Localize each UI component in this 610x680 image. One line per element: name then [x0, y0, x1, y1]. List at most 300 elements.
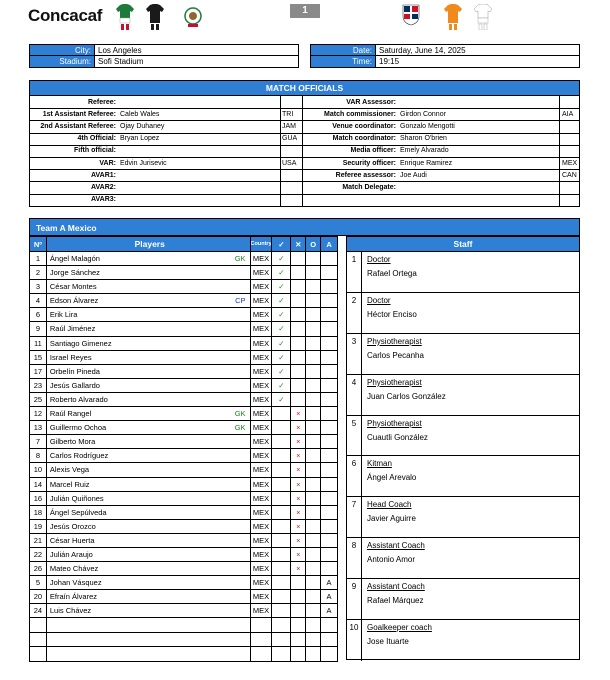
- player-number-text: 4: [35, 296, 41, 306]
- player-absent-mark: [321, 576, 337, 589]
- player-o-mark: [306, 534, 321, 547]
- player-name-text: Luis Chávez: [49, 606, 92, 616]
- player-row: [30, 379, 337, 393]
- header-players: Players: [47, 237, 251, 251]
- player-starter-check-text: ✓: [278, 324, 285, 334]
- staff-row: [347, 293, 579, 334]
- player-number: [30, 351, 47, 364]
- staff-table: [346, 236, 580, 660]
- official-label: Media officer:: [350, 147, 396, 155]
- header-x: ✕: [291, 237, 306, 251]
- official-name: [120, 145, 275, 156]
- player-row: [30, 280, 337, 294]
- official-country: [562, 97, 582, 108]
- official-label: AVAR1:: [90, 171, 116, 179]
- player-substitute-mark: [291, 520, 306, 533]
- player-number-text: 18: [33, 507, 43, 517]
- player-name-text: Alexis Vega: [49, 465, 90, 475]
- official-country: [562, 194, 582, 205]
- player-substitute-mark: [291, 478, 306, 491]
- player-absent-mark: [321, 534, 337, 547]
- player-number: [30, 534, 47, 547]
- player-number: [30, 492, 47, 505]
- player-name: [47, 294, 251, 307]
- player-country: [251, 294, 273, 307]
- player-name: [47, 449, 251, 462]
- stadium-value: Sofi Stadium: [98, 57, 144, 66]
- staff-name: Héctor Enciso: [367, 309, 417, 319]
- official-name: Edvin Jurisevic: [120, 159, 167, 167]
- player-name: [47, 463, 251, 476]
- player-number-text: 10: [33, 465, 43, 475]
- player-starter-check: [272, 534, 291, 547]
- player-number: [30, 463, 47, 476]
- player-absent-mark: [321, 520, 337, 533]
- player-row: [30, 590, 337, 604]
- player-number: [30, 365, 47, 378]
- schedule-info: [310, 44, 580, 68]
- player-number-text: 3: [35, 282, 41, 292]
- player-name: [47, 520, 251, 533]
- player-number: [30, 478, 47, 491]
- player-absent-mark: [321, 647, 337, 661]
- player-number: [30, 308, 47, 321]
- player-number-text: 26: [33, 564, 43, 574]
- player-number: [30, 604, 47, 617]
- player-absent-mark: [321, 506, 337, 519]
- staff-role: Kitman: [367, 459, 392, 469]
- staff-row: [347, 456, 579, 497]
- match-number: 1: [290, 4, 320, 18]
- player-position-badge: GK: [234, 423, 246, 433]
- player-starter-check: [272, 351, 291, 364]
- player-starter-check-text: ✓: [278, 338, 285, 348]
- player-row: [30, 562, 337, 576]
- player-substitute-mark: [291, 280, 306, 293]
- player-country-text: MEX: [252, 366, 270, 376]
- player-o-mark: [306, 492, 321, 505]
- header-a: A: [326, 240, 332, 249]
- player-absent-mark: [321, 252, 337, 265]
- player-row: [30, 548, 337, 562]
- player-country-text: MEX: [252, 254, 270, 263]
- player-row: [30, 604, 337, 618]
- player-country-text: MEX: [252, 479, 270, 489]
- official-name: Gonzalo Mengotti: [400, 122, 455, 130]
- player-substitute-mark: [291, 562, 306, 575]
- players-table: [29, 236, 338, 662]
- staff-row: [347, 252, 579, 293]
- player-substitute-mark: [291, 365, 306, 378]
- player-name-text: Santiago Gimenez: [49, 338, 112, 348]
- player-starter-check-text: ✓: [278, 310, 285, 320]
- player-number-text: 7: [35, 437, 41, 447]
- player-starter-check: [272, 492, 291, 505]
- staff-name: Javier Aguirre: [367, 514, 416, 524]
- official-country: [282, 97, 302, 108]
- official-label: Match commissioner:: [324, 110, 396, 118]
- player-row: [30, 520, 337, 534]
- player-starter-check: [272, 562, 291, 575]
- player-country: [251, 618, 273, 631]
- staff-name: Juan Carlos González: [367, 391, 446, 401]
- player-number-text: 24: [33, 606, 43, 616]
- player-number: [30, 421, 47, 434]
- player-name: [47, 351, 251, 364]
- player-o-mark: [306, 647, 321, 661]
- officials-grid: [30, 96, 579, 206]
- official-country: [282, 182, 302, 193]
- player-number-text: 16: [33, 493, 43, 503]
- player-absent-mark: [321, 590, 337, 603]
- player-number: [30, 647, 47, 661]
- player-substitute-mark-text: ×: [296, 551, 301, 559]
- players-header-row: [30, 237, 337, 252]
- player-o-mark: [306, 365, 321, 378]
- player-starter-check: [272, 266, 291, 279]
- player-number: [30, 252, 47, 265]
- player-substitute-mark-text: ×: [296, 453, 301, 461]
- player-name-text: Raúl Rangel: [49, 409, 92, 419]
- header-number: Nº: [30, 237, 47, 251]
- player-substitute-mark: [291, 266, 306, 279]
- player-absent-mark: [321, 421, 337, 434]
- player-position-badge: GK: [234, 254, 246, 263]
- player-absent-mark: [321, 337, 337, 350]
- staff-name: Ángel Arevalo: [367, 473, 417, 483]
- player-substitute-mark: [291, 379, 306, 392]
- team-b-home-kit-icon: [444, 4, 462, 30]
- player-number: [30, 280, 47, 293]
- official-name: [400, 182, 555, 193]
- player-number: [30, 266, 47, 279]
- dominican-republic-crest-icon: [402, 4, 420, 26]
- player-number-text: 5: [35, 578, 41, 588]
- player-country: [251, 548, 273, 561]
- player-absent-mark: [321, 294, 337, 307]
- player-row: [30, 506, 337, 520]
- concacaf-logo: Concacaf: [28, 6, 103, 25]
- official-label: Match coordinator:: [332, 135, 396, 143]
- player-o-mark: [306, 322, 321, 335]
- official-name: Joe Audi: [400, 171, 427, 179]
- player-substitute-mark: [291, 421, 306, 434]
- player-absent-mark: [321, 492, 337, 505]
- player-number-text: 13: [33, 423, 43, 433]
- player-number-text: 14: [33, 479, 43, 489]
- player-substitute-mark-text: ×: [296, 439, 301, 447]
- player-number-text: 8: [35, 451, 41, 461]
- staff-number: 6: [347, 456, 362, 496]
- official-label: AVAR3:: [90, 196, 116, 204]
- player-absent-mark: [321, 351, 337, 364]
- official-name: [400, 194, 555, 205]
- staff-name: Carlos Pecanha: [367, 350, 424, 360]
- player-o-mark: [306, 379, 321, 392]
- player-country-text: MEX: [252, 268, 270, 278]
- official-label: 1st Assistant Referee:: [42, 110, 116, 118]
- player-absent-mark: [321, 365, 337, 378]
- player-o-mark: [306, 520, 321, 533]
- player-o-mark: [306, 506, 321, 519]
- player-o-mark: [306, 252, 321, 265]
- player-substitute-mark: [291, 590, 306, 603]
- official-country: [282, 145, 302, 156]
- player-name: [47, 506, 251, 519]
- player-name-text: Guillermo Ochoa: [49, 423, 107, 433]
- player-country-text: MEX: [252, 296, 270, 306]
- player-row: [30, 421, 337, 435]
- player-substitute-mark: [291, 604, 306, 617]
- official-country: MEX: [562, 159, 578, 167]
- player-substitute-mark: [291, 435, 306, 448]
- player-position-badge: CP: [235, 296, 246, 306]
- player-number: [30, 449, 47, 462]
- venue-info: [29, 44, 299, 68]
- staff-name: Jose Ituarte: [367, 637, 409, 647]
- player-starter-check: [272, 252, 291, 265]
- player-absent-mark: [321, 435, 337, 448]
- player-substitute-mark: [291, 633, 306, 646]
- player-country-text: MEX: [252, 310, 270, 320]
- player-number: [30, 590, 47, 603]
- official-country: [282, 194, 302, 205]
- staff-row: [347, 579, 579, 620]
- official-label: Venue coordinator:: [332, 122, 396, 130]
- player-country: [251, 633, 273, 646]
- player-name-text: Marcel Ruiz: [49, 479, 90, 489]
- player-country-text: MEX: [252, 521, 270, 531]
- player-row: [30, 266, 337, 280]
- staff-number: 8: [347, 538, 362, 578]
- player-country-text: MEX: [252, 394, 270, 404]
- player-number-text: 19: [33, 521, 43, 531]
- staff-number: 1: [347, 252, 362, 292]
- player-country-text: MEX: [252, 592, 270, 602]
- player-starter-check-text: ✓: [278, 282, 285, 292]
- staff-name: Rafael Ortega: [367, 269, 417, 278]
- player-substitute-mark: [291, 252, 306, 265]
- player-number-text: 2: [35, 268, 41, 278]
- player-country-text: MEX: [252, 507, 270, 517]
- player-country-text: MEX: [252, 451, 270, 461]
- player-country: [251, 576, 273, 589]
- player-country-text: MEX: [252, 535, 270, 545]
- player-country: [251, 604, 273, 617]
- player-country: [251, 407, 273, 420]
- player-starter-check: [272, 379, 291, 392]
- player-substitute-mark-text: ×: [296, 537, 301, 545]
- player-starter-check: [272, 393, 291, 406]
- player-substitute-mark-text: ×: [296, 411, 301, 419]
- player-number: [30, 435, 47, 448]
- player-substitute-mark-text: ×: [296, 481, 301, 489]
- player-row: [30, 365, 337, 379]
- player-starter-check: [272, 308, 291, 321]
- player-absent-mark: [321, 280, 337, 293]
- city-label: City:: [30, 45, 95, 55]
- official-label: VAR Assessor:: [346, 98, 396, 106]
- player-o-mark: [306, 266, 321, 279]
- staff-role: Doctor: [367, 295, 391, 305]
- official-country: CAN: [562, 171, 577, 179]
- date-label: Date:: [311, 45, 376, 55]
- official-name: Enrique Ramirez: [400, 159, 453, 167]
- player-country: [251, 421, 273, 434]
- player-row: [30, 351, 337, 365]
- player-country: [251, 463, 273, 476]
- official-name: [120, 182, 275, 193]
- player-country: [251, 337, 273, 350]
- player-row: [30, 463, 337, 477]
- player-substitute-mark: [291, 618, 306, 631]
- player-absent-mark: [321, 633, 337, 646]
- staff-number: 4: [347, 375, 362, 415]
- official-country: [562, 182, 582, 193]
- player-name-text: Roberto Alvarado: [49, 394, 108, 404]
- player-absent-mark: [321, 449, 337, 462]
- player-starter-check-text: ✓: [278, 380, 285, 390]
- player-number: [30, 548, 47, 561]
- player-country-text: MEX: [252, 465, 270, 475]
- date-value: Saturday, June 14, 2025: [379, 46, 466, 55]
- player-o-mark: [306, 435, 321, 448]
- player-number-text: 21: [33, 535, 43, 545]
- player-number-text: 15: [33, 352, 43, 362]
- player-substitute-mark: [291, 393, 306, 406]
- player-name-text: Efraín Álvarez: [49, 592, 97, 602]
- player-substitute-mark: [291, 337, 306, 350]
- player-substitute-mark: [291, 449, 306, 462]
- player-o-mark: [306, 633, 321, 646]
- official-country: USA: [282, 159, 297, 167]
- player-number-text: 1: [35, 254, 41, 263]
- player-absent-mark: [321, 322, 337, 335]
- staff-row: [347, 416, 579, 457]
- player-name: [47, 478, 251, 491]
- player-number-text: 12: [33, 409, 43, 419]
- player-row: [30, 294, 337, 308]
- player-absent-mark: [321, 407, 337, 420]
- official-country: AIA: [562, 110, 574, 118]
- official-country: [562, 145, 582, 156]
- staff-role: Physiotherapist: [367, 418, 422, 428]
- official-label: Security officer:: [342, 159, 396, 167]
- player-row: [30, 308, 337, 322]
- player-starter-check-text: ✓: [278, 254, 285, 263]
- officials-title: MATCH OFFICIALS: [30, 81, 579, 96]
- player-o-mark: [306, 393, 321, 406]
- player-o-mark: [306, 294, 321, 307]
- player-o-mark: [306, 280, 321, 293]
- player-number-text: 23: [33, 380, 43, 390]
- official-country: [562, 121, 582, 132]
- match-officials: [29, 80, 580, 207]
- official-country: [282, 170, 302, 181]
- player-country: [251, 379, 273, 392]
- player-name-text: Edson Álvarez: [49, 296, 99, 306]
- staff-number: 10: [347, 620, 362, 661]
- player-o-mark: [306, 449, 321, 462]
- player-substitute-mark: [291, 463, 306, 476]
- player-starter-check: [272, 647, 291, 661]
- player-country: [251, 534, 273, 547]
- player-absent-mark: [321, 393, 337, 406]
- player-number-text: 9: [35, 324, 41, 334]
- player-name: [47, 562, 251, 575]
- official-country: JAM: [282, 122, 296, 130]
- player-number: [30, 506, 47, 519]
- player-name-text: Raúl Jiménez: [49, 324, 96, 334]
- player-name-text: Erik Lira: [49, 310, 78, 320]
- player-number: [30, 576, 47, 589]
- player-starter-check: [272, 506, 291, 519]
- player-number-text: 25: [33, 394, 43, 404]
- staff-number: 9: [347, 579, 362, 619]
- player-name-text: Jorge Sánchez: [49, 268, 100, 278]
- player-starter-check-text: ✓: [278, 394, 285, 404]
- player-name: [47, 365, 251, 378]
- player-substitute-mark: [291, 407, 306, 420]
- team-b-away-kit-icon: [474, 4, 492, 30]
- header-o: O: [306, 237, 321, 251]
- player-absent-mark: [321, 562, 337, 575]
- player-substitute-mark: [291, 506, 306, 519]
- player-o-mark: [306, 421, 321, 434]
- staff-role: Doctor: [367, 255, 391, 264]
- official-country: GUA: [282, 135, 298, 143]
- staff-number: 5: [347, 416, 362, 456]
- player-absent-mark: [321, 266, 337, 279]
- player-starter-check: [272, 365, 291, 378]
- official-country: [562, 133, 582, 144]
- player-absent-mark-text: A: [326, 578, 332, 588]
- player-starter-check: [272, 294, 291, 307]
- player-substitute-mark: [291, 294, 306, 307]
- staff-row: [347, 334, 579, 375]
- player-country: [251, 393, 273, 406]
- player-row: [30, 492, 337, 506]
- staff-role: Physiotherapist: [367, 377, 422, 387]
- player-name-text: Mateo Chávez: [49, 564, 99, 574]
- player-name-text: Orbelín Pineda: [49, 366, 100, 376]
- player-starter-check-text: ✓: [278, 268, 285, 278]
- player-country-text: MEX: [252, 564, 270, 574]
- player-name: [47, 407, 251, 420]
- player-substitute-mark-text: ×: [296, 425, 301, 433]
- player-substitute-mark: [291, 647, 306, 661]
- player-o-mark: [306, 590, 321, 603]
- document-header: [0, 0, 610, 40]
- player-country-text: MEX: [252, 578, 270, 588]
- player-number: [30, 407, 47, 420]
- staff-header: Staff: [347, 237, 579, 252]
- player-name-text: Gilberto Mora: [49, 437, 96, 447]
- staff-row: [347, 497, 579, 538]
- player-name-text: Jesús Gallardo: [49, 380, 100, 390]
- official-country: TRI: [282, 110, 294, 118]
- official-name: Girdon Connor: [400, 110, 446, 118]
- player-country-text: MEX: [252, 409, 270, 419]
- player-starter-check: [272, 435, 291, 448]
- player-row: [30, 647, 337, 661]
- player-name-text: Ángel Sepúlveda: [49, 507, 107, 517]
- city-value: Los Angeles: [98, 46, 142, 55]
- player-row: [30, 576, 337, 590]
- player-name: [47, 534, 251, 547]
- player-country: [251, 647, 273, 661]
- player-country: [251, 435, 273, 448]
